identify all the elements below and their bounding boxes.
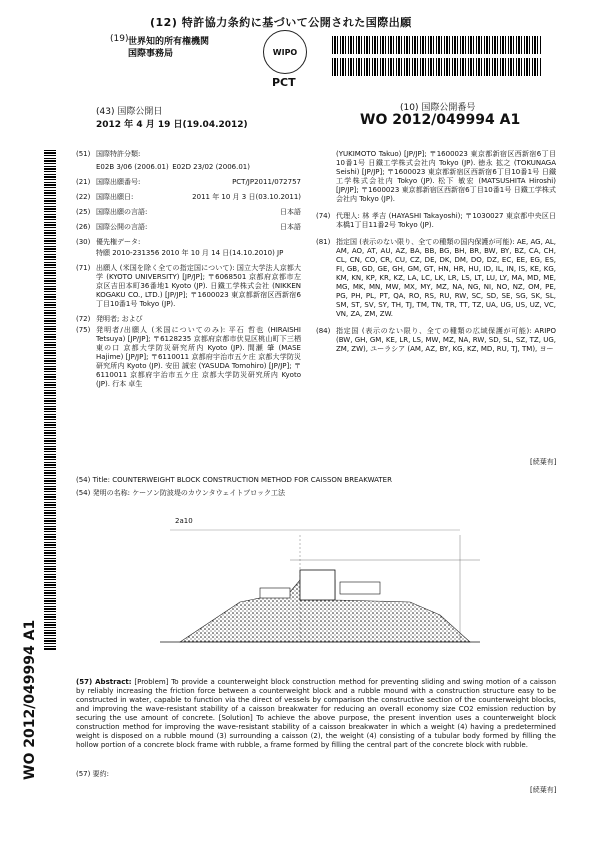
side-publication-number: WO 2012/049994 A1 bbox=[22, 619, 38, 780]
counterweight-block bbox=[340, 582, 380, 594]
biblio-row: (30) 優先権データ: bbox=[76, 238, 141, 246]
pubdate-label: (43) 国際公開日 bbox=[96, 107, 163, 117]
biblio-right-column bbox=[316, 150, 556, 354]
biblio-row: (25) 国際出願の言語: 日本語 bbox=[76, 208, 301, 216]
agent-block: (74) 代理人: 林 孝吉 (HAYASHI Takayoshi); 〒1030027 東京都中央区日本橋1丁目11番2号 Tokyo (JP). bbox=[316, 212, 556, 229]
pubdate: 2012 年 4 月 19 日(19.04.2012) bbox=[96, 120, 248, 130]
biblio-row: 特願 2010-231356 2010 年 10 月 14 日(14.10.2010) JP bbox=[96, 249, 284, 257]
continued-note-2: [続葉有] bbox=[530, 786, 557, 794]
counterweight-block bbox=[260, 588, 290, 598]
biblio-row: (21) 国際出願番号: PCT/JP2011/072757 bbox=[76, 178, 301, 186]
biblio-left-column bbox=[76, 150, 301, 389]
biblio-row: E02B 3/06 (2006.01) E02D 23/02 (2006.01) bbox=[96, 163, 250, 171]
wipo-logo-icon: WIPO bbox=[263, 30, 307, 74]
abstract-ja-label: (57) 要約: bbox=[76, 770, 109, 778]
org-name-1: 世界知的所有権機関 bbox=[128, 37, 210, 47]
breakwater-figure bbox=[160, 520, 480, 660]
pct-label: PCT bbox=[272, 76, 296, 89]
biblio-row: (22) 国際出願日: 2011 年 10 月 3 日(03.10.2011) bbox=[76, 193, 301, 201]
title-en-row: (54) Title: COUNTERWEIGHT BLOCK CONSTRUCTION METHOD FOR CAISSON BREAKWATER bbox=[76, 476, 392, 484]
inventor-continuation: (YUKIMOTO Takuo) [JP/JP]; 〒1600023 東京都新宿区西新宿6丁目10番1号 日鐵工学株式会社内 Tokyo (JP). 徳永 拡之 (TOKUNAGA Seishi) [JP/JP]; 〒1600023 東京都新宿区西新宿6丁目10番1号 日鐵工学株式会社内 Tokyo (JP). 松下 敏宏 (MATSUSHITA Hiroshi) [JP/JP]; 〒1600023 東京都新宿区西新宿6丁目10番1号 日鐵工学株式会社内 Tokyo (JP). bbox=[336, 150, 556, 203]
barcode-icon-2 bbox=[332, 58, 542, 76]
caisson bbox=[300, 570, 335, 600]
vertical-barcode-icon bbox=[44, 150, 56, 650]
barcode-icon bbox=[332, 36, 542, 54]
biblio-row: (51) 国際特許分類: bbox=[76, 150, 141, 158]
continued-note: [続葉有] bbox=[530, 458, 557, 466]
designated-states-84: (84) 指定国 (表示のない限り、全ての種類の広域保護が可能): ARIPO (BW, GH, GM, KE, LR, LS, MW, MZ, NA, RW, SD, SL, SZ, TZ, UG, ZM, ZW), ユーラシア (AM, AZ, BY, KG, KZ, MD, RU, TJ, TM), ヨー bbox=[316, 327, 556, 353]
title-ja-row: (54) 発明の名称: ケーソン防波堤のカウンタウェイトブロック工法 bbox=[76, 489, 285, 497]
org-number: (19) bbox=[110, 34, 129, 44]
abstract-en: (57) Abstract: [Problem] To provide a counterweight block construction method for preventing sliding and swing motion of a caisson by reliably increasing the friction force between a counterweight block and a rubble mound with a construction structure easy to be constructed in water, capable to function via the direct of vessels by comparison the constructive section of the counterweight blocks, and improving the wave-resistant stability of a caisson breakwater for reducing an overall economy size CO2 emission reduction by securing the use amount of concrete. [Solution] To achieve the above purpose, the present invention uses a counterweight block construction method for improving the wave-resistant stability of a caisson breakwater in which a weight (4) having a predetermined weight is disposed on a rubble mound (3) surrounding a caisson (2), the weight (4) consisting of a tubular body formed by filling the hollow portion of a concrete block frame with rubble, a frame formed by filling the central part of the concrete block with rubble. bbox=[76, 678, 557, 749]
publication-number: WO 2012/049994 A1 bbox=[360, 112, 521, 128]
inventor-block: (75) 発明者/出願人 (米国についてのみ): 平石 哲也 (HIRAISHI Tetsuya) [JP/JP]; 〒6128235 京都府京都市伏見区桃山町下三栖東の口 京都大学防災研究所内 Kyoto (JP). 間瀬 肇 (MASE Hajime) [JP/JP]; 〒6110011 京都府宇治市五ケ庄 京都大学防災研究所内 Kyoto (JP). 安田 誠宏 (YASUDA Tomohiro) [JP/JP]; 〒6110011 京都府宇治市五ケ庄 京都大学防災研究所内 Kyoto (JP). 行本 卓生 bbox=[76, 326, 301, 388]
document-header-title: (12) 特許協力条約に基づいて公開された国際出願 bbox=[150, 16, 412, 29]
pubno-label: (10) 国際公開番号 bbox=[400, 103, 476, 113]
biblio-row: (26) 国際公開の言語: 日本語 bbox=[76, 223, 301, 231]
applicant-block: (71) 出願人 (米国を除く全ての指定国について): 国立大学法人京都大学 (KYOTO UNIVERSITY) [JP/JP]; 〒6068501 京都府京都市左京区吉田本町36番地1 Kyoto (JP). 日鐵工学株式会社 (NIKKEN KOGAKU CO., LTD.) [JP/JP]; 〒1600023 東京都新宿区西新宿6丁目10番1号 Tokyo (JP). bbox=[76, 264, 301, 308]
figure-label: 2a10 bbox=[175, 517, 193, 525]
inventor-label-row: (72) 発明者; および bbox=[76, 315, 143, 323]
org-name-2: 国際事務局 bbox=[128, 49, 174, 59]
designated-states-81: (81) 指定国 (表示のない限り、全ての種類の国内保護が可能): AE, AG, AL, AM, AO, AT, AU, AZ, BA, BB, BG, BH, BR, BW, BY, BZ, CA, CH, CL, CN, CO, CR, CU, CZ, DE, DK, DM, DO, DZ, EC, EE, EG, ES, FI, GB, GD, GE, GH, GM, GT, HN, HR, HU, ID, IL, IN, IS, KE, KG, KM, KN, KP, KR, KZ, LA, LC, LK, LR, LS, LT, LU, LY, MA, MD, ME, MG, MK, MN, MW, MX, MY, MZ, NA, NG, NI, NO, NZ, OM, PE, PG, PH, PL, PT, QA, RO, RS, RU, RW, SC, SD, SE, SG, SK, SL, SM, ST, SV, SY, TH, TJ, TM, TN, TR, TT, TZ, UA, UG, US, UZ, VC, VN, ZA, ZM, ZW. bbox=[316, 238, 556, 318]
